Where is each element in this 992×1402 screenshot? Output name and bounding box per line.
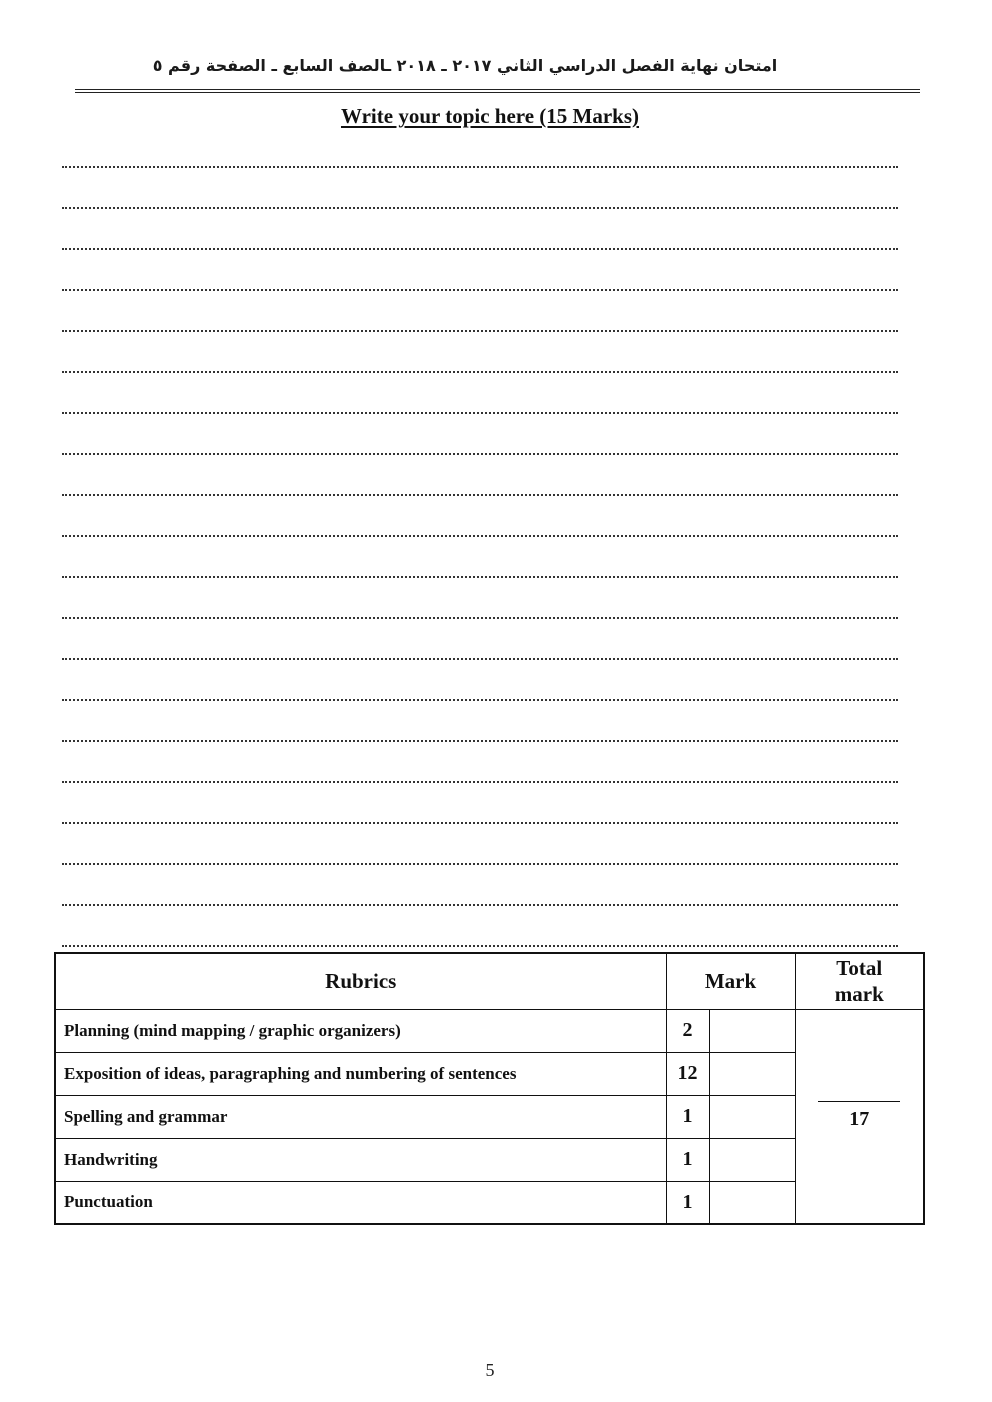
rubric-score-field[interactable] xyxy=(709,1138,795,1181)
rubric-criterion: Exposition of ideas, paragraphing and numbering of sentences xyxy=(55,1052,666,1095)
rubrics-header-row xyxy=(55,953,924,1009)
dotted-writing-line[interactable] xyxy=(62,291,898,332)
rubric-row xyxy=(55,1181,924,1224)
rubric-max-mark: 12 xyxy=(666,1052,709,1095)
rubric-criterion: Punctuation xyxy=(55,1181,666,1224)
mark-column-header: Mark xyxy=(666,953,795,1009)
dotted-writing-line[interactable] xyxy=(62,578,898,619)
rubric-max-mark: 1 xyxy=(666,1181,709,1224)
dotted-writing-line[interactable] xyxy=(62,250,898,291)
rubric-row xyxy=(55,1009,924,1052)
total-header-line2: mark xyxy=(834,982,884,1007)
dotted-writing-line[interactable] xyxy=(62,414,898,455)
rubric-criterion: Handwriting xyxy=(55,1138,666,1181)
dotted-writing-line[interactable] xyxy=(62,209,898,250)
dotted-writing-line[interactable] xyxy=(62,537,898,578)
total-header-line1: Total xyxy=(836,956,883,981)
dotted-writing-line[interactable] xyxy=(62,496,898,537)
dotted-writing-line[interactable] xyxy=(62,455,898,496)
dotted-writing-line[interactable] xyxy=(62,865,898,906)
topic-heading: Write your topic here (15 Marks) xyxy=(340,104,640,128)
dotted-writing-line[interactable] xyxy=(62,332,898,373)
rubric-max-mark: 1 xyxy=(666,1095,709,1138)
dotted-writing-line[interactable] xyxy=(62,783,898,824)
rubric-score-field[interactable] xyxy=(709,1095,795,1138)
rubric-score-field[interactable] xyxy=(709,1009,795,1052)
rubrics-column-header: Rubrics xyxy=(55,953,666,1009)
exam-header: امتحان نهاية الفصل الدراسي الثاني ٢٠١٧ ـ ٢٠١٨ ـالصف السابع ـ الصفحة رقم ٥ xyxy=(152,56,778,75)
rubric-score-field[interactable] xyxy=(709,1181,795,1224)
dotted-writing-line[interactable] xyxy=(62,824,898,865)
dotted-writing-line[interactable] xyxy=(62,701,898,742)
rubric-row xyxy=(55,1138,924,1181)
rubric-criterion: Spelling and grammar xyxy=(55,1095,666,1138)
total-mark-cell xyxy=(795,1009,924,1224)
dotted-writing-line[interactable] xyxy=(62,660,898,701)
dotted-writing-line[interactable] xyxy=(62,373,898,414)
rubric-row xyxy=(55,1095,924,1138)
rubric-criterion: Planning (mind mapping / graphic organizers) xyxy=(55,1009,666,1052)
total-mark-column-header xyxy=(795,953,924,1009)
total-mark-blank-line[interactable] xyxy=(818,1101,900,1102)
rubric-score-field[interactable] xyxy=(709,1052,795,1095)
total-mark-value: 17 xyxy=(849,1108,870,1131)
rubric-max-mark: 1 xyxy=(666,1138,709,1181)
rubrics-table xyxy=(54,952,925,1225)
dotted-writing-line[interactable] xyxy=(62,906,898,947)
writing-area[interactable] xyxy=(62,162,898,947)
dotted-writing-line[interactable] xyxy=(62,168,898,209)
rubric-row xyxy=(55,1052,924,1095)
dotted-writing-line[interactable] xyxy=(62,742,898,783)
rubric-max-mark: 2 xyxy=(666,1009,709,1052)
header-double-rule xyxy=(75,89,920,93)
page-number: 5 xyxy=(485,1360,495,1380)
dotted-writing-line[interactable] xyxy=(62,619,898,660)
